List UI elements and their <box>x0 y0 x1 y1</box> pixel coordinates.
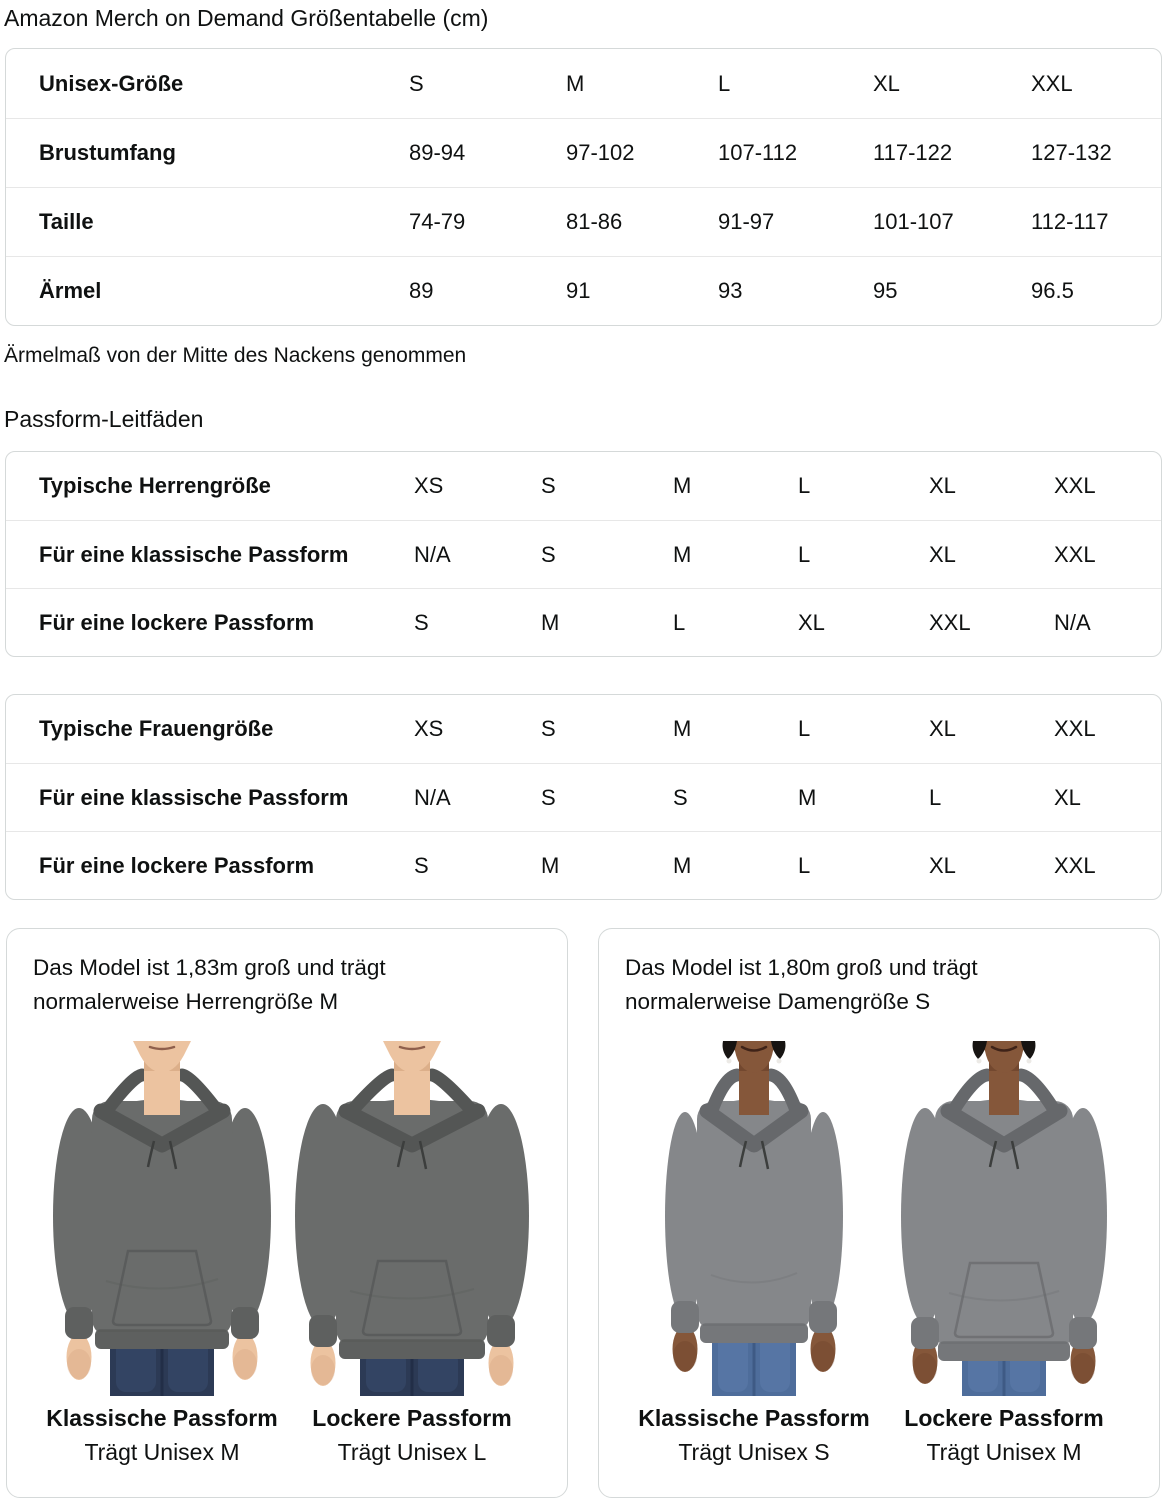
model-cards <box>6 928 1161 1498</box>
cell: XXL <box>1031 70 1073 96</box>
cell: M <box>541 852 560 878</box>
cell: N/A <box>414 784 451 810</box>
table-row <box>6 256 1161 325</box>
cell: N/A <box>1054 609 1091 635</box>
cell: S <box>541 541 556 567</box>
figure-block-loose <box>879 1041 1129 1466</box>
size-label: Trägt Unisex M <box>926 1439 1082 1465</box>
cell: L <box>718 70 731 96</box>
model-photo-womens-loose <box>879 1041 1129 1396</box>
cell: 112-117 <box>1031 209 1109 234</box>
row-label: Typische Herrengröße <box>39 473 271 498</box>
cell: M <box>566 70 585 96</box>
cell: 107-112 <box>718 140 798 165</box>
cell: XL <box>929 473 956 498</box>
model-photo-mens-classic <box>37 1041 287 1396</box>
fit-label: Lockere Passform <box>312 1405 512 1431</box>
table-row <box>6 695 1161 763</box>
cell: 101-107 <box>873 209 954 234</box>
model-photo-womens-classic <box>629 1041 879 1396</box>
row-label: Für eine lockere Passform <box>39 609 315 635</box>
cell: 127-132 <box>1031 140 1112 165</box>
table-row <box>6 118 1161 187</box>
cell: L <box>798 473 811 498</box>
cell: XL <box>873 70 900 96</box>
cell: M <box>798 784 817 810</box>
cell: XL <box>929 852 956 878</box>
cell: L <box>798 852 811 878</box>
cell: XS <box>414 473 444 498</box>
figures-row <box>33 1041 541 1466</box>
table-row <box>6 187 1161 256</box>
cell: XXL <box>1054 852 1096 878</box>
cell: 81-86 <box>566 209 623 234</box>
cell: 91-97 <box>718 209 775 234</box>
cell: M <box>673 541 692 567</box>
cell: S <box>541 716 556 741</box>
cell: XL <box>798 609 825 635</box>
row-label: Taille <box>39 209 94 234</box>
cell: S <box>673 784 688 810</box>
fit-label: Klassische Passform <box>638 1405 870 1431</box>
model-description: Das Model ist 1,80m groß und trägt normalerweise Damengröße S <box>625 955 978 1014</box>
cell: S <box>414 852 429 878</box>
table-row <box>6 452 1161 520</box>
table-row <box>6 588 1161 656</box>
row-label: Ärmel <box>39 278 102 303</box>
table-row <box>6 520 1161 588</box>
fit-guides-heading: Passform-Leitfäden <box>4 406 204 432</box>
cell: N/A <box>414 541 451 567</box>
row-label: Unisex-Größe <box>39 70 184 96</box>
model-photo-mens-loose <box>287 1041 537 1396</box>
row-label: Für eine lockere Passform <box>39 852 315 878</box>
cell: S <box>409 70 424 96</box>
cell: M <box>541 609 560 635</box>
mens-fit-table <box>5 451 1162 657</box>
cell: XXL <box>1054 541 1096 567</box>
cell: S <box>541 473 556 498</box>
cell: 91 <box>566 278 591 303</box>
figure-block-classic <box>37 1041 287 1466</box>
cell: S <box>541 784 556 810</box>
size-label: Trägt Unisex L <box>337 1439 487 1465</box>
cell: M <box>673 473 692 498</box>
cell: L <box>798 716 811 741</box>
mens-model-card <box>6 928 568 1498</box>
cell: XL <box>1054 784 1081 810</box>
size-label: Trägt Unisex M <box>84 1439 240 1465</box>
table-row <box>6 831 1161 899</box>
womens-model-card <box>598 928 1160 1498</box>
cell: 89 <box>409 278 434 303</box>
cell: XL <box>929 541 956 567</box>
cell: 96.5 <box>1031 278 1074 303</box>
row-label: Typische Frauengröße <box>39 716 274 741</box>
figure-block-classic <box>629 1041 879 1466</box>
row-label: Brustumfang <box>39 140 176 165</box>
cell: S <box>414 609 429 635</box>
fit-label: Klassische Passform <box>46 1405 278 1431</box>
page-title: Amazon Merch on Demand Größentabelle (cm) <box>4 5 489 31</box>
figures-row <box>625 1041 1133 1466</box>
cell: 74-79 <box>409 209 466 234</box>
cell: XS <box>414 716 444 741</box>
cell: 95 <box>873 278 898 303</box>
fit-label: Lockere Passform <box>904 1405 1104 1431</box>
model-description: Das Model ist 1,83m groß und trägt normalerweise Herrengröße M <box>33 955 386 1014</box>
sleeve-measure-note: Ärmelmaß von der Mitte des Nackens genommen <box>4 344 467 367</box>
cell: 93 <box>718 278 743 303</box>
unisex-size-table <box>5 48 1162 326</box>
row-label: Für eine klassische Passform <box>39 541 349 567</box>
table-row <box>6 763 1161 831</box>
row-label: Für eine klassische Passform <box>39 784 349 810</box>
table-row <box>6 49 1161 118</box>
cell: XXL <box>1054 716 1096 741</box>
size-label: Trägt Unisex S <box>678 1439 830 1465</box>
cell: XL <box>929 716 956 741</box>
cell: XXL <box>929 609 971 635</box>
cell: L <box>929 784 942 810</box>
cell: M <box>673 852 692 878</box>
cell: XXL <box>1054 473 1096 498</box>
cell: L <box>798 541 811 567</box>
womens-fit-table <box>5 694 1162 900</box>
cell: M <box>673 716 692 741</box>
cell: 97-102 <box>566 140 635 165</box>
cell: 89-94 <box>409 140 466 165</box>
figure-block-loose <box>287 1041 537 1466</box>
cell: 117-122 <box>873 140 953 165</box>
cell: L <box>673 609 686 635</box>
